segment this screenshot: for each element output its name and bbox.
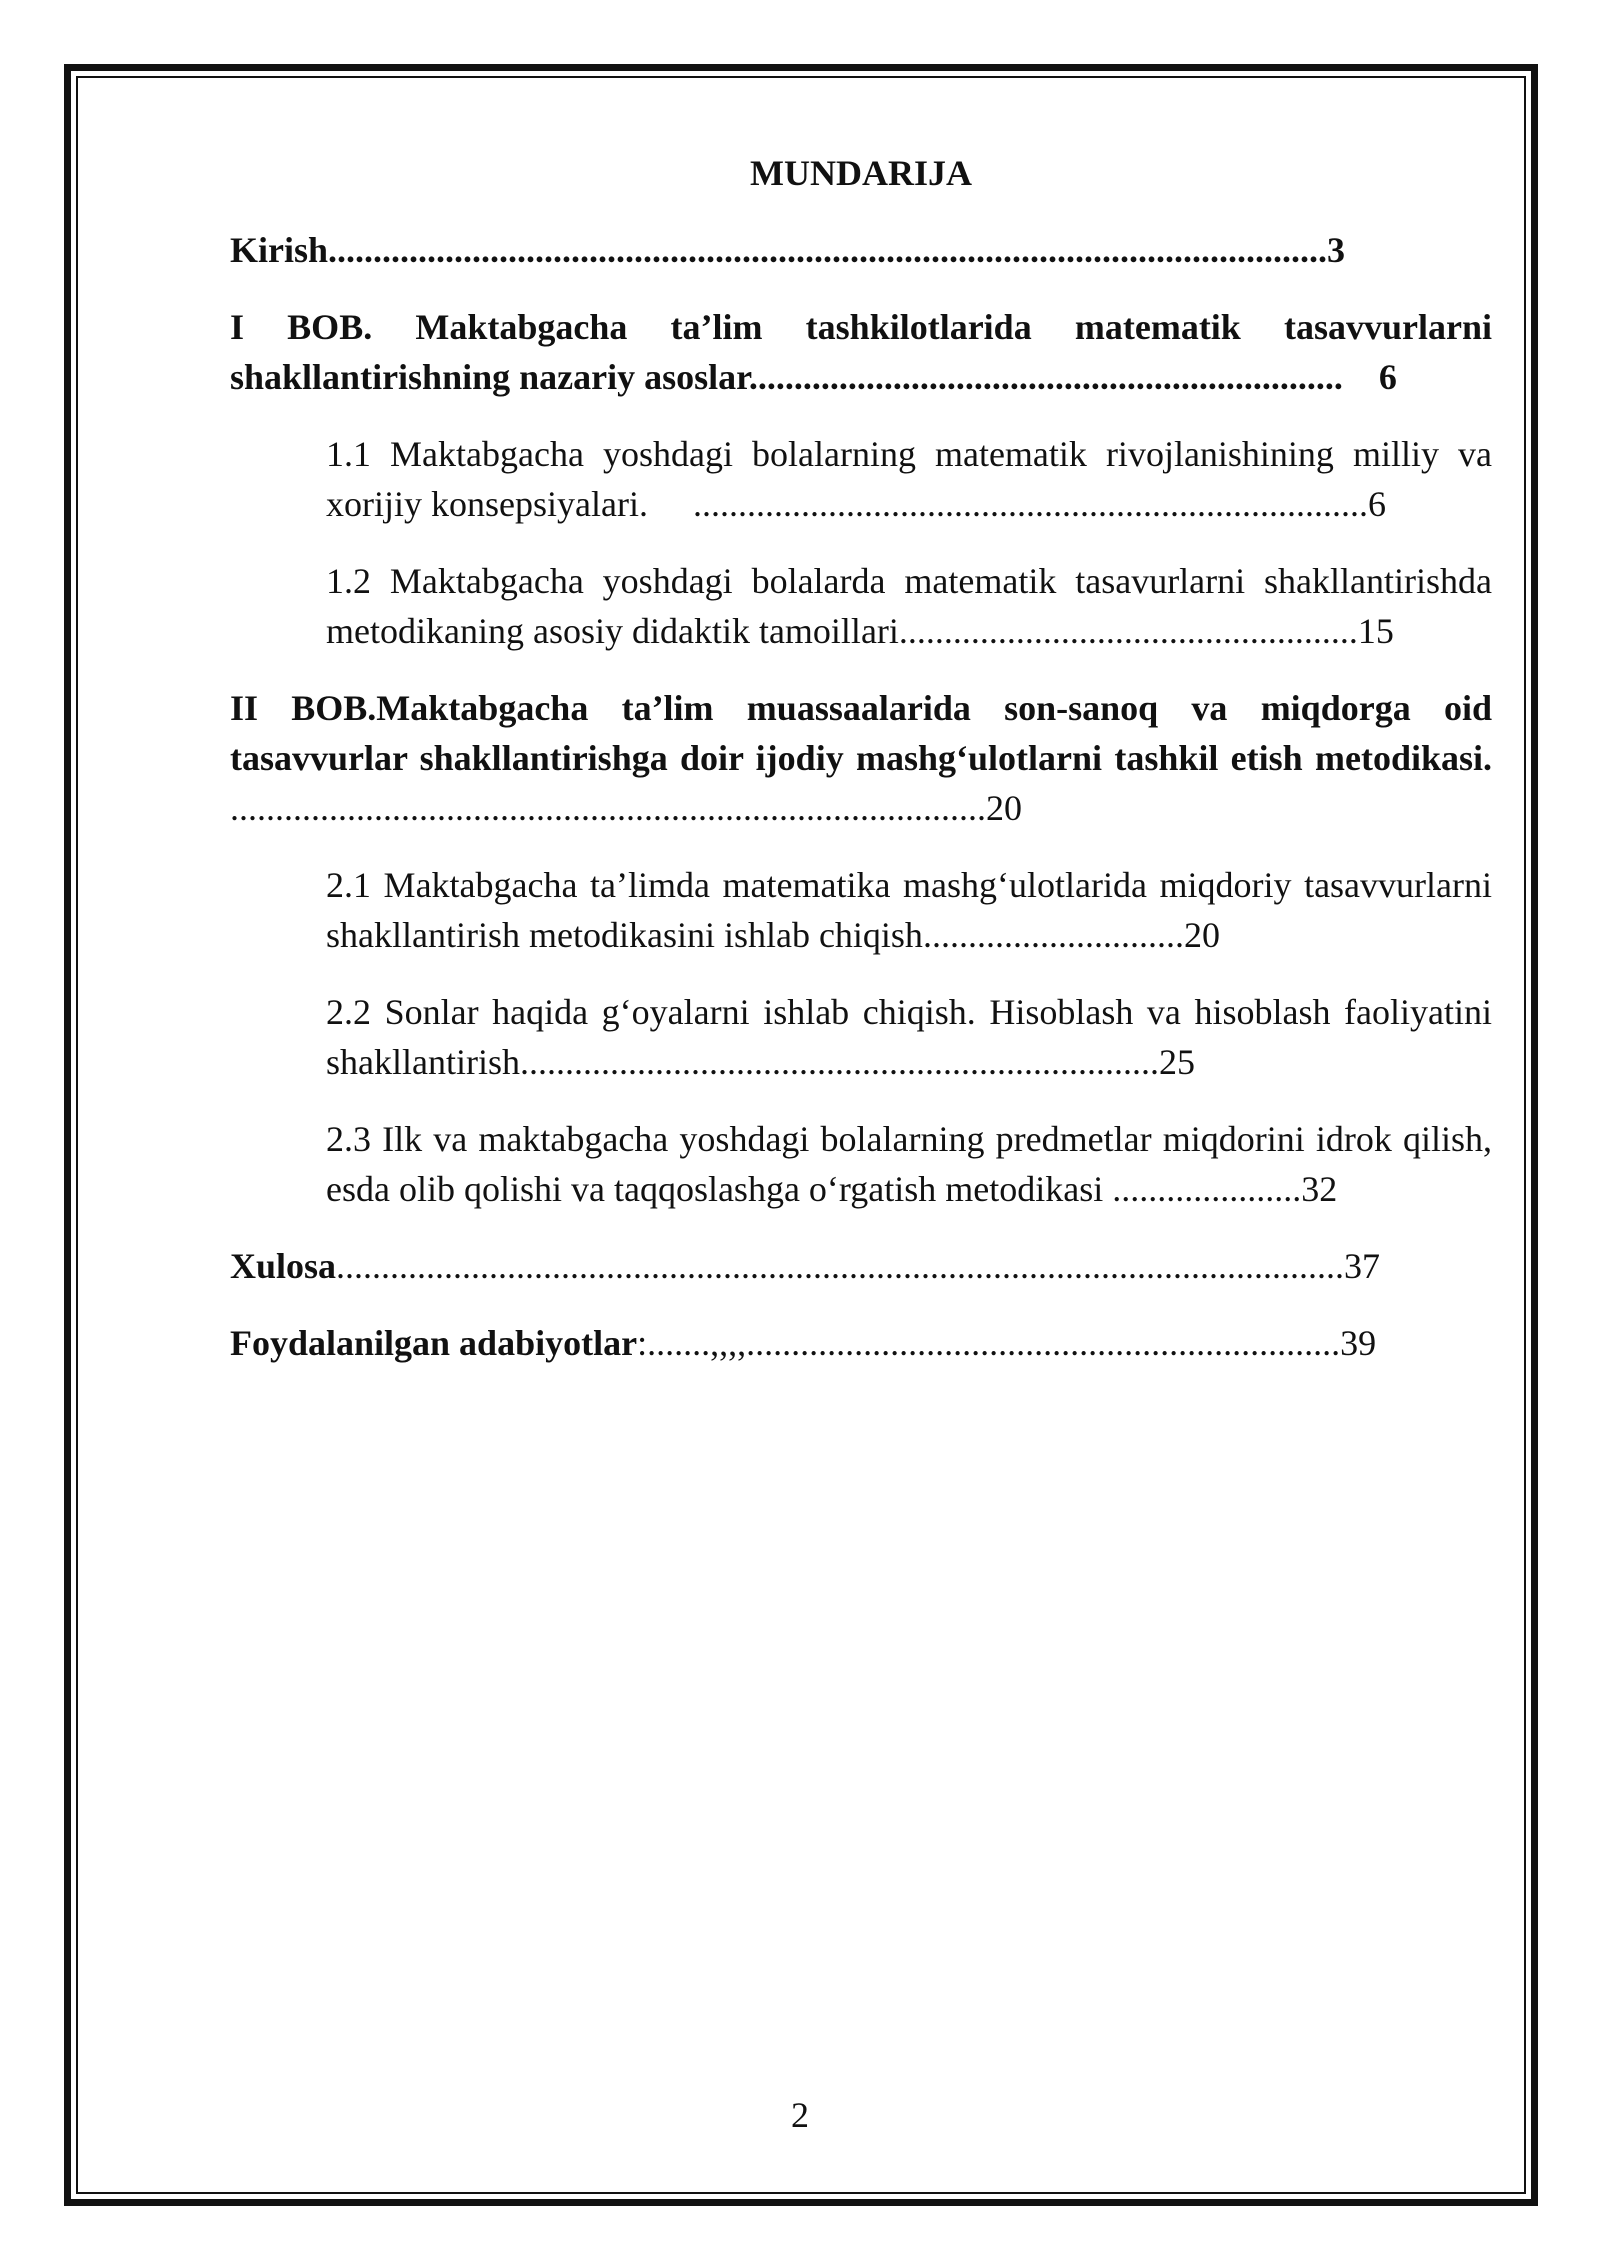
toc-entry-text: 1.1 Maktabgacha yoshdagi bolalarning matematik rivojlanishining milliy va xorijiy konsepsiyalari. [326, 434, 1492, 524]
toc-page-number: 37 [1344, 1246, 1381, 1286]
toc-entry-text: 2.2 Sonlar haqida g‘oyalarni ishlab chiqish. Hisoblash va hisoblash faoliyatini shakllantirish [326, 992, 1492, 1082]
toc-leader-dots: ................................................... [898, 611, 1358, 651]
toc-entry-text: Kirish [230, 230, 329, 270]
toc-leader-dots: ................................................................................................................ [336, 1246, 1345, 1286]
toc-page-number: 6 [1367, 484, 1386, 524]
toc-leader-dots: ............................................................................................................... [328, 230, 1328, 270]
toc-leader-dots: ..................... [1112, 1169, 1302, 1209]
toc-page-number: 20 [986, 788, 1022, 828]
toc-leader-dots: .................................................................................... [230, 788, 986, 828]
toc-entry-text: I BOB. Maktabgacha ta’lim tashkilotlarida matematik tasavvurlarni shakllantirishning nazariy asoslar [230, 307, 1492, 397]
toc-leader-dots: ....................................................................... [519, 1042, 1159, 1082]
page-title: MUNDARIJA [750, 153, 972, 193]
toc-entry-text: 1.2 Maktabgacha yoshdagi bolalarda matematik tasavurlarni shakllantirishda metodikaning asosiy didaktik tamoillari [326, 561, 1492, 651]
toc-entry-section-2-1 [326, 860, 1492, 960]
toc-entry-references [230, 1318, 1492, 1368]
toc-entry-introduction [230, 225, 1492, 275]
toc-page-number: 3 [1327, 230, 1346, 270]
toc-entry-section-1-1 [326, 429, 1492, 529]
toc-entry-text: Xulosa [230, 1246, 337, 1286]
table-of-contents [230, 148, 1492, 1395]
toc-entry-chapter-1 [230, 302, 1492, 402]
page-number-footer: 2 [791, 2095, 809, 2135]
toc-entry-text: 2.3 Ilk va maktabgacha yoshdagi bolalarning predmetlar miqdorini idrok qilish, esda olib qolishi va taqqoslashga o‘rgatish metodikasi [326, 1119, 1492, 1209]
toc-leader-dots: :.......,,,,.................................................................. [637, 1323, 1341, 1363]
toc-leader-dots: ........................................................................... [692, 484, 1368, 524]
toc-page-number: 15 [1357, 611, 1394, 651]
toc-leader-dots: .................................................................. [748, 357, 1343, 397]
toc-leader-dots: ............................. [922, 915, 1184, 955]
toc-page-number: 32 [1301, 1169, 1338, 1209]
toc-page-number: 20 [1183, 915, 1220, 955]
toc-entry-conclusion [230, 1241, 1492, 1291]
toc-entry-chapter-2 [230, 683, 1492, 833]
toc-entry-text: Foydalanilgan adabiyotlar [230, 1323, 638, 1363]
toc-entry-section-2-3 [326, 1114, 1492, 1214]
toc-entry-section-1-2 [326, 556, 1492, 656]
toc-entry-text: II BOB.Maktabgacha ta’lim muassaalarida son-sanoq va miqdorga oid tasavvurlar shakllantirishga doir ijodiy mashg‘ulotlarni tashkil etish metodikasi. [230, 688, 1492, 778]
toc-page-number: 25 [1158, 1042, 1195, 1082]
toc-entry-text: 2.1 Maktabgacha ta’limda matematika mashg‘ulotlarida miqdoriy tasavvurlarni shakllantirish metodikasini ishlab chiqish [326, 865, 1492, 955]
toc-entry-section-2-2 [326, 987, 1492, 1087]
toc-page-number: 39 [1340, 1323, 1377, 1363]
toc-page-number: 6 [1378, 357, 1397, 397]
